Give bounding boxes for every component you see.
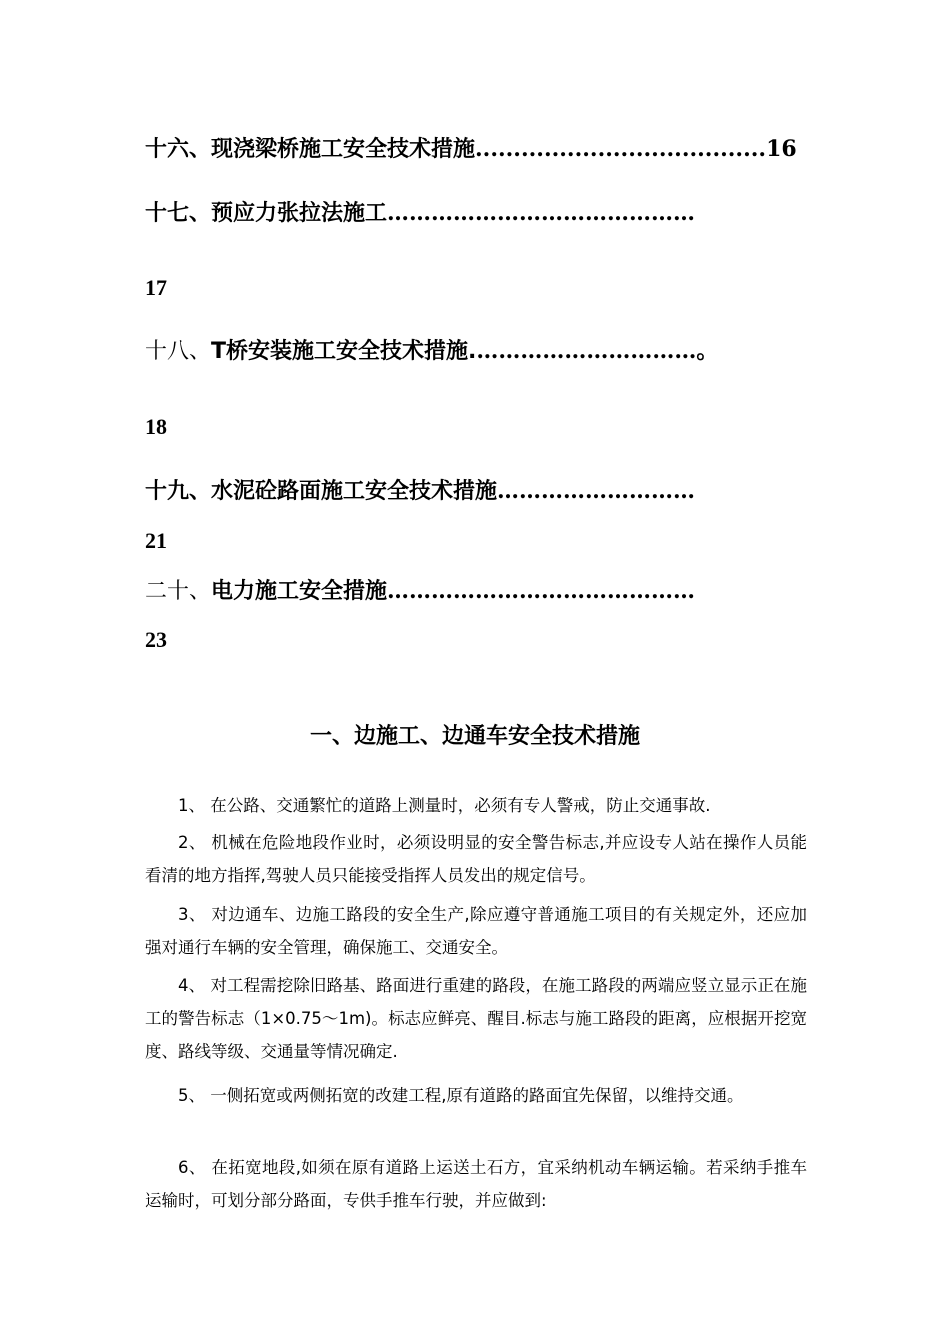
paragraph-item-2: 2、 机械在危险地段作业时，必须设明显的安全警告标志,并应设专人站在操作人员能看清的地方指挥,驾驶人员只能接受指挥人员发出的规定信号。 [145,833,807,885]
toc-entry-19 [145,476,810,507]
paragraph-item-5: 5、 一侧拓宽或两侧拓宽的改建工程,原有道路的路面宜先保留，以维持交通。 [178,1086,744,1105]
toc-leader-dots: ……………………… [497,478,696,504]
toc-entry-prefix: 十八、 [145,339,212,364]
toc-entry-title: 十九、水泥砼路面施工安全技术措施 [145,479,498,504]
toc-page-number: 23 [145,627,167,652]
section-heading: 一、边施工、边通车安全技术措施 [309,724,640,749]
toc-entry-title: T桥安装施工安全技术措施. [211,339,477,364]
toc-entry-title: 电力施工安全措施 [211,579,388,604]
toc-entry-tail: 。 [696,338,719,364]
toc-leader-dots: …………………………………… [387,200,696,226]
toc-entry-18 [145,336,810,367]
toc-entry-20 [145,576,810,607]
toc-entry-title: 十六、现浇梁桥施工安全技术措施 [145,137,476,162]
toc-page-number: 18 [145,414,167,439]
toc-entry-title: 十七、预应力张拉法施工 [145,201,388,226]
toc-entry-prefix: 二十、 [145,579,212,604]
paragraph-item-4: 4、 对工程需挖除旧路基、路面进行重建的路段，在施工路段的两端应竖立显示正在施工的警告标志（1×0.75～1m)。标志应鲜亮、醒目.标志与施工路段的距离，应根据开挖宽度、路线等级、交通量等情况确定. [145,976,807,1061]
toc-entry-16 [145,134,810,165]
toc-page-number: 16 [766,136,797,162]
paragraph-item-6: 6、 在拓宽地段,如须在原有道路上运送土石方，宜采纳机动车辆运输。若采纳手推车运输时，可划分部分路面，专供手推车行驶，并应做到: [145,1158,807,1210]
paragraph-item-1: 1、 在公路、交通繁忙的道路上测量时，必须有专人警戒，防止交通事故. [178,796,711,815]
toc-leader-dots: ...................................... [475,136,767,162]
toc-entry-17 [145,198,810,229]
toc-leader-dots: ………………………… [476,338,697,364]
toc-page-number: 17 [145,275,167,300]
toc-page-number: 21 [145,528,167,553]
paragraph-item-3: 3、 对边通车、边施工路段的安全生产,除应遵守普通施工项目的有关规定外，还应加强对通行车辆的安全管理，确保施工、交通安全。 [145,905,807,957]
toc-leader-dots: …………………………………… [387,578,696,604]
